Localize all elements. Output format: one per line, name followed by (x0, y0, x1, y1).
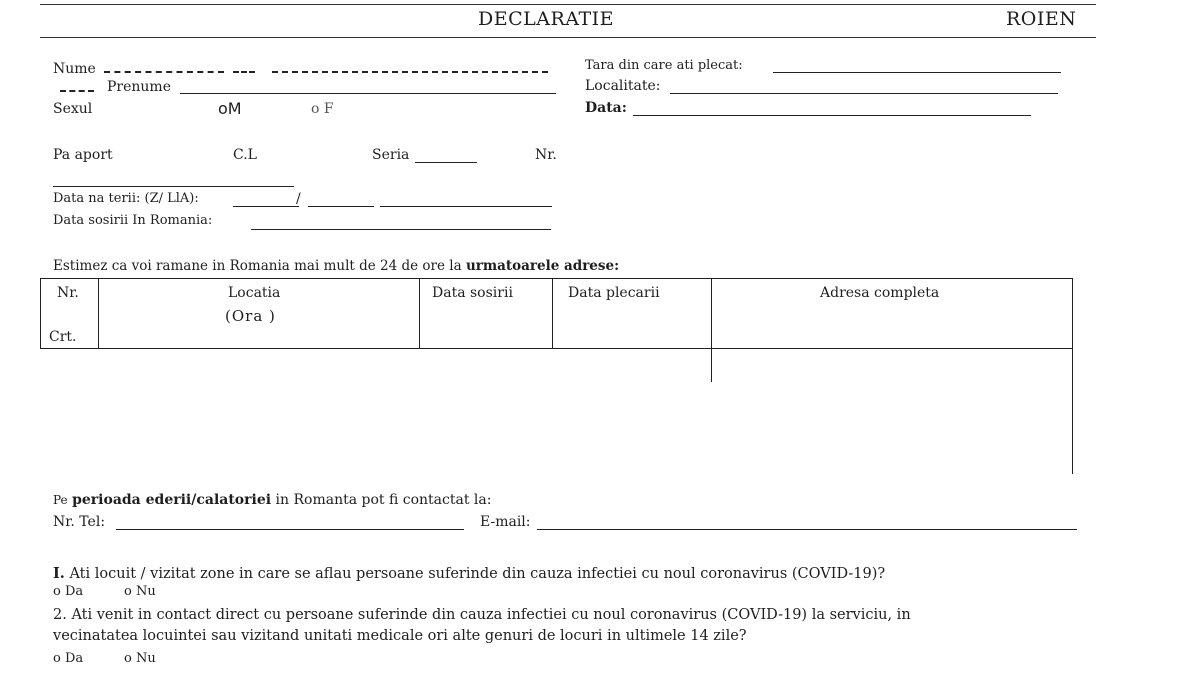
question-2-line1 (53, 607, 911, 623)
nume-label: Nume (53, 61, 96, 77)
question-2-text-1: Ati venit in contact direct cu persoane suferinde din cauza infectiei cu noul coronavirus (COVID-19) la serviciu, in (71, 607, 911, 623)
question-1-text: Ati locuit / vizitat zone in care se aflau persoane suferinde din cauza infectiei cu noul coronavirus (COVID-19)? (69, 566, 886, 582)
table-left-border (40, 278, 41, 348)
tel-label: Nr. Tel: (53, 514, 106, 530)
col-data-plecarii: Data plecarii (568, 285, 660, 301)
seria-field[interactable] (415, 162, 477, 163)
prenume-label: Prenume (107, 79, 171, 95)
nr-label: Nr. (535, 147, 557, 163)
question-1-nu[interactable]: o Nu (124, 584, 156, 599)
localitate-field[interactable] (670, 93, 1058, 94)
address-intro-text: Estimez ca voi ramane in Romania mai mult de 24 de ore la (53, 258, 462, 274)
col-ora: (Ora ) (225, 307, 276, 325)
col-locatia: Locatia (228, 285, 281, 301)
question-2-text-2: vecinatatea locuintei sau vizitand unitati medicale ori alte genuri de locuri in ultimele 14 zile? (53, 628, 747, 644)
nume-field-2[interactable] (233, 71, 255, 73)
question-2-nu[interactable]: o Nu (124, 651, 156, 666)
pasaport-field[interactable] (53, 186, 294, 187)
prenume-prefix-dash (60, 90, 94, 92)
document-title: DECLARATIE (478, 8, 615, 30)
tara-label: Tara din care ati plecat: (585, 58, 743, 73)
question-2-number: 2. (53, 607, 67, 623)
data-nasterii-label: Data na terii: (Z/ LlA): (53, 191, 199, 206)
top-rule (40, 4, 1096, 5)
date-slash-1: / (296, 191, 301, 207)
table-top-border (40, 278, 1072, 279)
col-adresa: Adresa completa (820, 285, 940, 301)
cl-label: C.L (233, 147, 257, 163)
table-right-border (1072, 278, 1073, 474)
email-field[interactable] (537, 529, 1077, 530)
question-1-number: I. (53, 565, 65, 582)
seria-label: Seria (372, 147, 410, 163)
col-divider-1 (98, 278, 99, 348)
question-1-da[interactable]: o Da (53, 584, 84, 599)
sex-f-radio[interactable]: o F (311, 101, 334, 117)
question-1 (53, 565, 885, 582)
tara-field[interactable] (773, 72, 1061, 73)
question-2-da[interactable]: o Da (53, 651, 84, 666)
data-nasterii-year[interactable] (380, 206, 552, 207)
data-sosirii-field[interactable] (251, 229, 551, 230)
col-divider-2 (419, 278, 420, 348)
contact-prefix: Pe (53, 493, 68, 507)
data-nasterii-month[interactable] (308, 206, 374, 207)
data-field[interactable] (633, 115, 1031, 116)
pasaport-label: Pa aport (53, 147, 113, 163)
data-nasterii-day[interactable] (233, 206, 299, 207)
address-intro-bold: urmatoarele adrese: (465, 258, 620, 274)
col-divider-3 (552, 278, 553, 348)
header-rule (40, 37, 1096, 38)
data-label: Data: (585, 100, 627, 116)
prenume-field[interactable] (180, 93, 556, 94)
sex-m-radio[interactable]: oM (218, 99, 242, 118)
col-data-sosirii: Data sosirii (432, 285, 513, 301)
address-intro (53, 258, 619, 274)
contact-intro (53, 492, 491, 508)
nume-field[interactable] (104, 71, 224, 73)
contact-suffix: in Romanta pot fi contactat la: (275, 492, 492, 508)
table-header-bottom (40, 348, 1072, 349)
col-nr-bottom: Crt. (49, 329, 77, 345)
tel-field[interactable] (116, 529, 464, 530)
email-label: E-mail: (480, 514, 531, 530)
col-nr-top: Nr. (57, 285, 79, 301)
sexul-label: Sexul (53, 101, 93, 117)
localitate-label: Localitate: (585, 78, 661, 94)
data-sosirii-label: Data sosirii In Romania: (53, 213, 213, 228)
contact-bold: perioada ederii/calatoriei (72, 492, 272, 508)
language-code: ROIEN (1006, 8, 1077, 30)
col-divider-4 (711, 278, 712, 382)
nume-field-3[interactable] (272, 71, 548, 73)
